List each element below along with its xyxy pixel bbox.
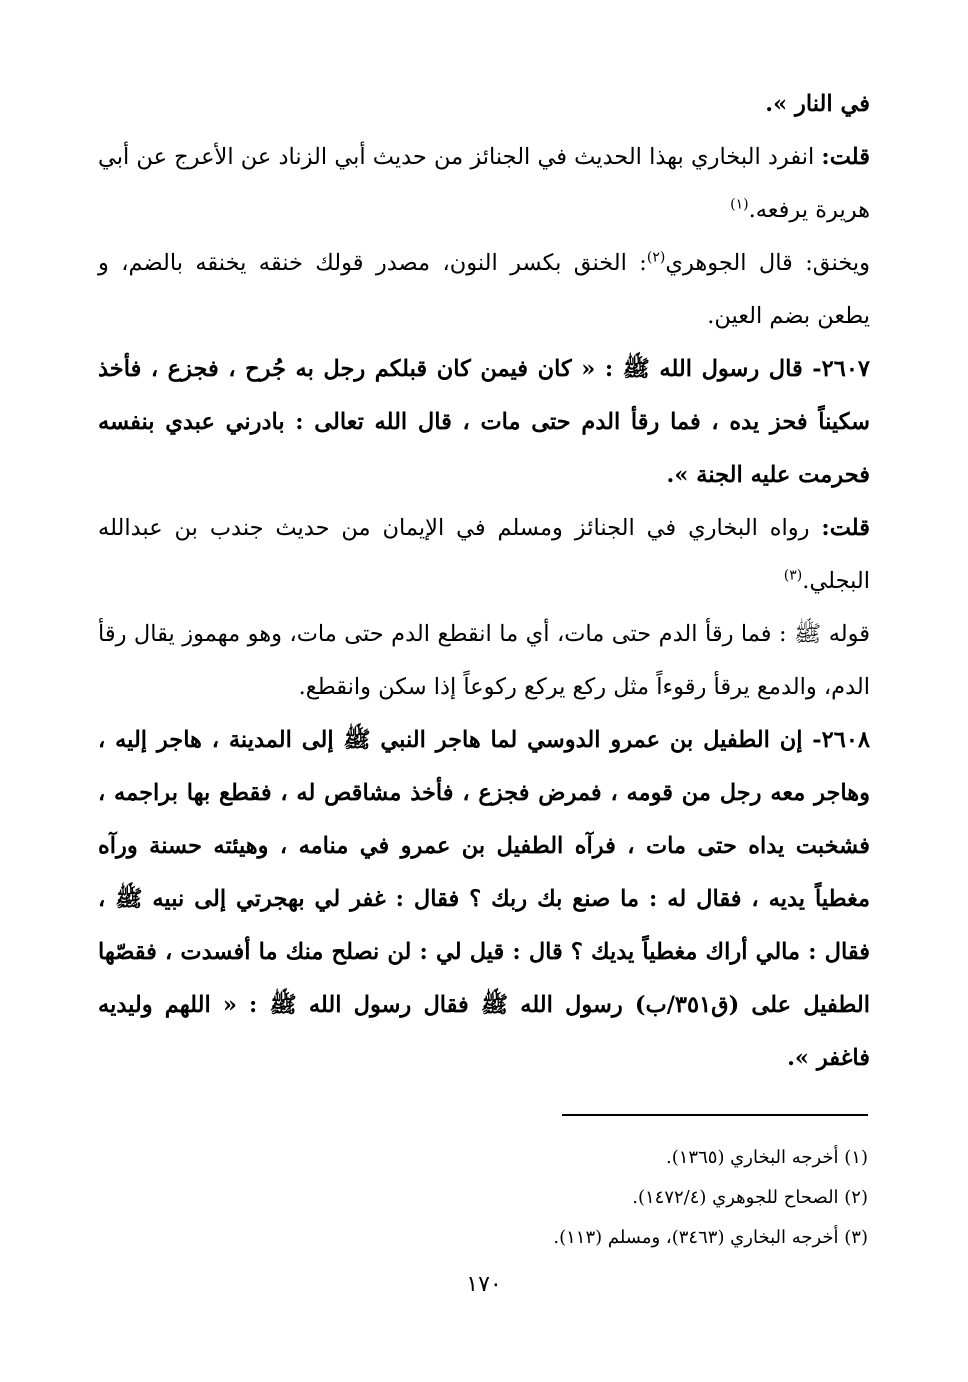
footnote-2: (٢) الصحاح للجوهري (١٤٧٢/٤). [632, 1187, 868, 1208]
paragraph-text: في النار ». [765, 91, 870, 117]
paragraph-text: انفرد البخاري بهذا الحديث في الجنائز من حديث أبي الزناد عن الأعرج عن أبي هريرة يرفعه. [98, 144, 870, 223]
paragraph-lead: قلت: [821, 515, 870, 541]
paragraph-hadith-2607 [98, 343, 870, 502]
main-text [98, 78, 870, 1085]
paragraph-text-cont: : الخنق بكسر النون، مصدر قولك خنقه يخنقه بالضم، و يطعن بضم العين. [98, 250, 870, 329]
footnote-ref: (١) [730, 196, 749, 213]
paragraph-2 [98, 131, 870, 237]
paragraph-text: رواه البخاري في الجنائز ومسلم في الإيمان من حديث جندب بن عبدالله البجلي. [98, 515, 870, 594]
footnote-ref: (٣) [783, 567, 803, 584]
paragraph-6 [98, 608, 870, 714]
footnotes [96, 1138, 868, 1258]
paragraph-hadith-2608 [98, 714, 870, 1085]
footnote-divider [562, 1114, 868, 1116]
footnote-3: (٣) أخرجه البخاري (٣٤٦٣)، ومسلم (١١٣). [553, 1227, 868, 1248]
paragraph-1 [98, 78, 870, 131]
paragraph-5 [98, 502, 870, 608]
paragraph-text: ٢٦٠٧- قال رسول الله ﷺ : « كان فيمن كان قبلكم رجل به جُرح ، فجزع ، فأخذ سكيناً فحز يده ، فما رقأ الدم حتى مات ، قال الله تعالى : بادرني عبدي بنفسه فحرمت عليه الجنة ». [98, 356, 870, 488]
paragraph-text: ٢٦٠٨- إن الطفيل بن عمرو الدوسي لما هاجر النبي ﷺ إلى المدينة ، هاجر إليه ، وهاجر معه رجل من قومه ، فمرض فجزع ، فأخذ مشاقص له ، فقطع بها براجمه ، فشخبت يداه حتى مات ، فرآه الطفيل بن عمرو في منامه ، وهيئته حسنة ورآه مغطياً يديه ، فقال له : ما صنع بك ربك ؟ فقال : غفر لي بهجرتي إلى نبيه ﷺ ، فقال : مالي أراك مغطياً يديك ؟ قال : قيل لي : لن نصلح منك ما أفسدت ، فقصّها الطفيل على (ق٣٥١/ب) رسول الله ﷺ فقال رسول الله ﷺ : « اللهم وليديه فاغفر ». [98, 727, 870, 1071]
footnote-1: (١) أخرجه البخاري (١٣٦٥). [666, 1147, 868, 1168]
paragraph-lead: قلت: [821, 144, 870, 170]
paragraph-3 [98, 237, 870, 343]
footnote-ref: (٢) [646, 249, 666, 266]
paragraph-text: ويخنق: قال الجوهري [665, 250, 870, 276]
page-number: ١٧٠ [466, 1272, 502, 1297]
paragraph-text: قوله ﷺ : فما رقأ الدم حتى مات، أي ما انقطع الدم حتى مات، وهو مهموز يقال رقأ الدم، والدمع يرقأ رقوءاً مثل ركع يركع ركوعاً إذا سكن وانقطع. [98, 621, 870, 700]
